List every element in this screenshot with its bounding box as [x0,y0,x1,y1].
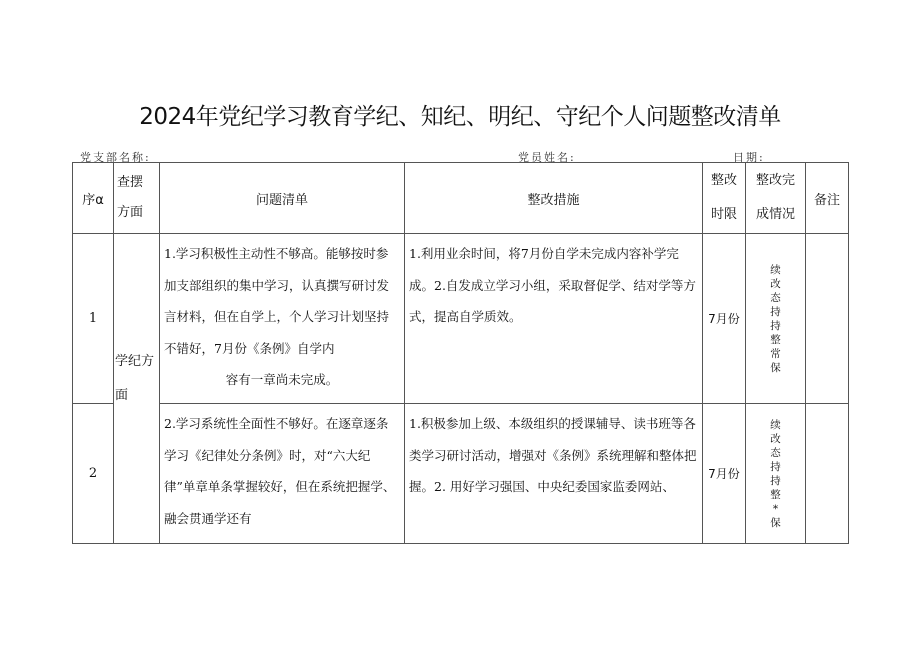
aspect-cell: 学纪方 面 [114,234,160,544]
branch-name-label: 党支部名称: [80,151,151,164]
document-title: 2024年党纪学习教育学纪、知纪、明纪、守纪个人问题整改清单 [139,104,781,130]
header-measures: 整改措施 [405,163,703,234]
header-completion: 整改完 成情况 [746,163,806,234]
measures-cell: 1.积极参加上级、本级组织的授课辅导、读书班等各类学习研讨活动，增强对《条例》系统理解和整体把握。2. 用好学习强国、中央纪委国家监委网站、 [405,404,703,544]
table-row [73,404,849,544]
remarks-cell [806,404,849,544]
header-remarks: 备注 [806,163,849,234]
row-seq: 1 [73,234,114,404]
header-problems: 问题清单 [160,163,405,234]
measures-cell: 1.利用业余时间，将7月份自学未完成内容补学完成。2.自发成立学习小组，采取督促学、结对学等方式，提高自学质效。 [405,234,703,404]
date-label: 日期: [733,151,765,164]
header-aspect: 查摆 方面 [114,163,160,234]
header-seq: 序α [73,163,114,234]
status-cell: 续改态持持整常保 [746,234,806,404]
rectification-table [72,162,849,544]
problem-cell: 2.学习系统性全面性不够好。在逐章逐条学习《纪律处分条例》时，对“六大纪律”单章单条掌握较好，但在系统把握学、融会贯通学还有 [160,404,405,544]
table-row [73,234,849,404]
deadline-cell: 7月份 [703,404,746,544]
header-deadline: 整改 时限 [703,163,746,234]
header-row [73,163,849,234]
deadline-cell: 7月份 [703,234,746,404]
row-seq: 2 [73,404,114,544]
member-name-label: 党员姓名: [518,151,576,164]
problem-cell: 1.学习积极性主动性不够高。能够按时参加支部组织的集中学习，认真撰写研讨发言材料，但在自学上，个人学习计划坚持不错好，7月份《条例》自学内 容有一章尚未完成。 [160,234,405,404]
remarks-cell [806,234,849,404]
status-cell: 续改态持持整*保 [746,404,806,544]
